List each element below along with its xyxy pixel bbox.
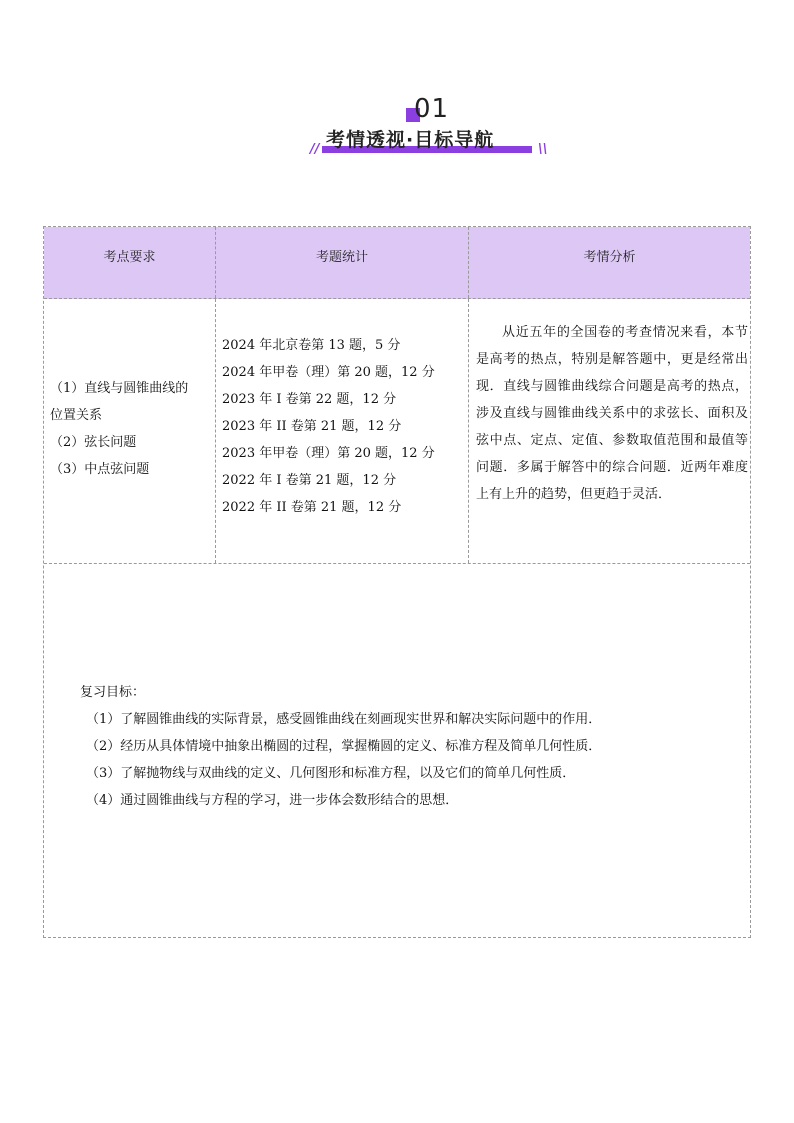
exam-points-list xyxy=(50,375,214,483)
exam-stat-item: 2022 年 II 卷第 21 题，12 分 xyxy=(222,500,402,515)
exam-stat-item: 2023 年 II 卷第 21 题，12 分 xyxy=(222,419,402,434)
exam-points-cell xyxy=(44,299,216,563)
header-exam-analysis: 考情分析 xyxy=(583,250,636,265)
header-exam-stats: 考题统计 xyxy=(216,227,469,298)
section-number: 01 xyxy=(414,94,450,124)
exam-stat-item: 2022 年 I 卷第 21 题，12 分 xyxy=(222,473,397,488)
decor-slash-left: // xyxy=(310,142,320,157)
review-goal-item: （1）了解圆锥曲线的实际背景，感受圆锥曲线在刻画现实世界和解决实际问题中的作用． xyxy=(86,712,602,727)
review-goals xyxy=(80,679,740,814)
exam-stat-item: 2023 年甲卷（理）第 20 题，12 分 xyxy=(222,446,435,461)
exam-stat-item: 2024 年北京卷第 13 题，5 分 xyxy=(222,338,401,353)
exam-point-line: （2）弦长问题 xyxy=(50,435,137,450)
exam-stats-list xyxy=(222,332,435,521)
exam-point-line: （3）中点弦问题 xyxy=(50,462,150,477)
table-header-row xyxy=(44,227,750,299)
exam-overview-table xyxy=(43,226,751,938)
review-goal-item: （2）经历从具体情境中抽象出椭圆的过程，掌握椭圆的定义、标准方程及简单几何性质． xyxy=(86,739,602,754)
header-exam-points: 考点要求 xyxy=(44,227,216,298)
review-goal-item: （3）了解抛物线与双曲线的定义、几何图形和标准方程，以及它们的简单几何性质． xyxy=(86,766,576,781)
review-goal-item: （4）通过圆锥曲线与方程的学习，进一步体会数形结合的思想． xyxy=(86,793,459,808)
section-header xyxy=(0,90,794,170)
decor-slash-right: \\ xyxy=(538,142,548,157)
exam-analysis-text: 从近五年的全国卷的考查情况来看，本节是高考的热点，特别是解答题中，更是经常出现．直线与圆锥曲线综合问题是高考的热点，涉及直线与圆锥曲线关系中的求弦长、面积及弦中点、定点、定值、参数取值范围和最值等问题．多属于解答中的综合问题．近两年难度上有上升的趋势，但更趋于灵活． xyxy=(476,325,748,502)
exam-point-line: 位置关系 xyxy=(50,408,103,423)
review-goals-title: 复习目标： xyxy=(80,685,146,700)
exam-analysis-cell xyxy=(469,299,750,563)
section-title: 考情透视·目标导航 xyxy=(326,129,495,151)
exam-stats-cell xyxy=(216,299,469,563)
table-body-row xyxy=(44,299,750,564)
exam-stat-item: 2024 年甲卷（理）第 20 题，12 分 xyxy=(222,365,435,380)
exam-point-line: （1）直线与圆锥曲线的 xyxy=(50,381,189,396)
exam-stat-item: 2023 年 I 卷第 22 题，12 分 xyxy=(222,392,397,407)
